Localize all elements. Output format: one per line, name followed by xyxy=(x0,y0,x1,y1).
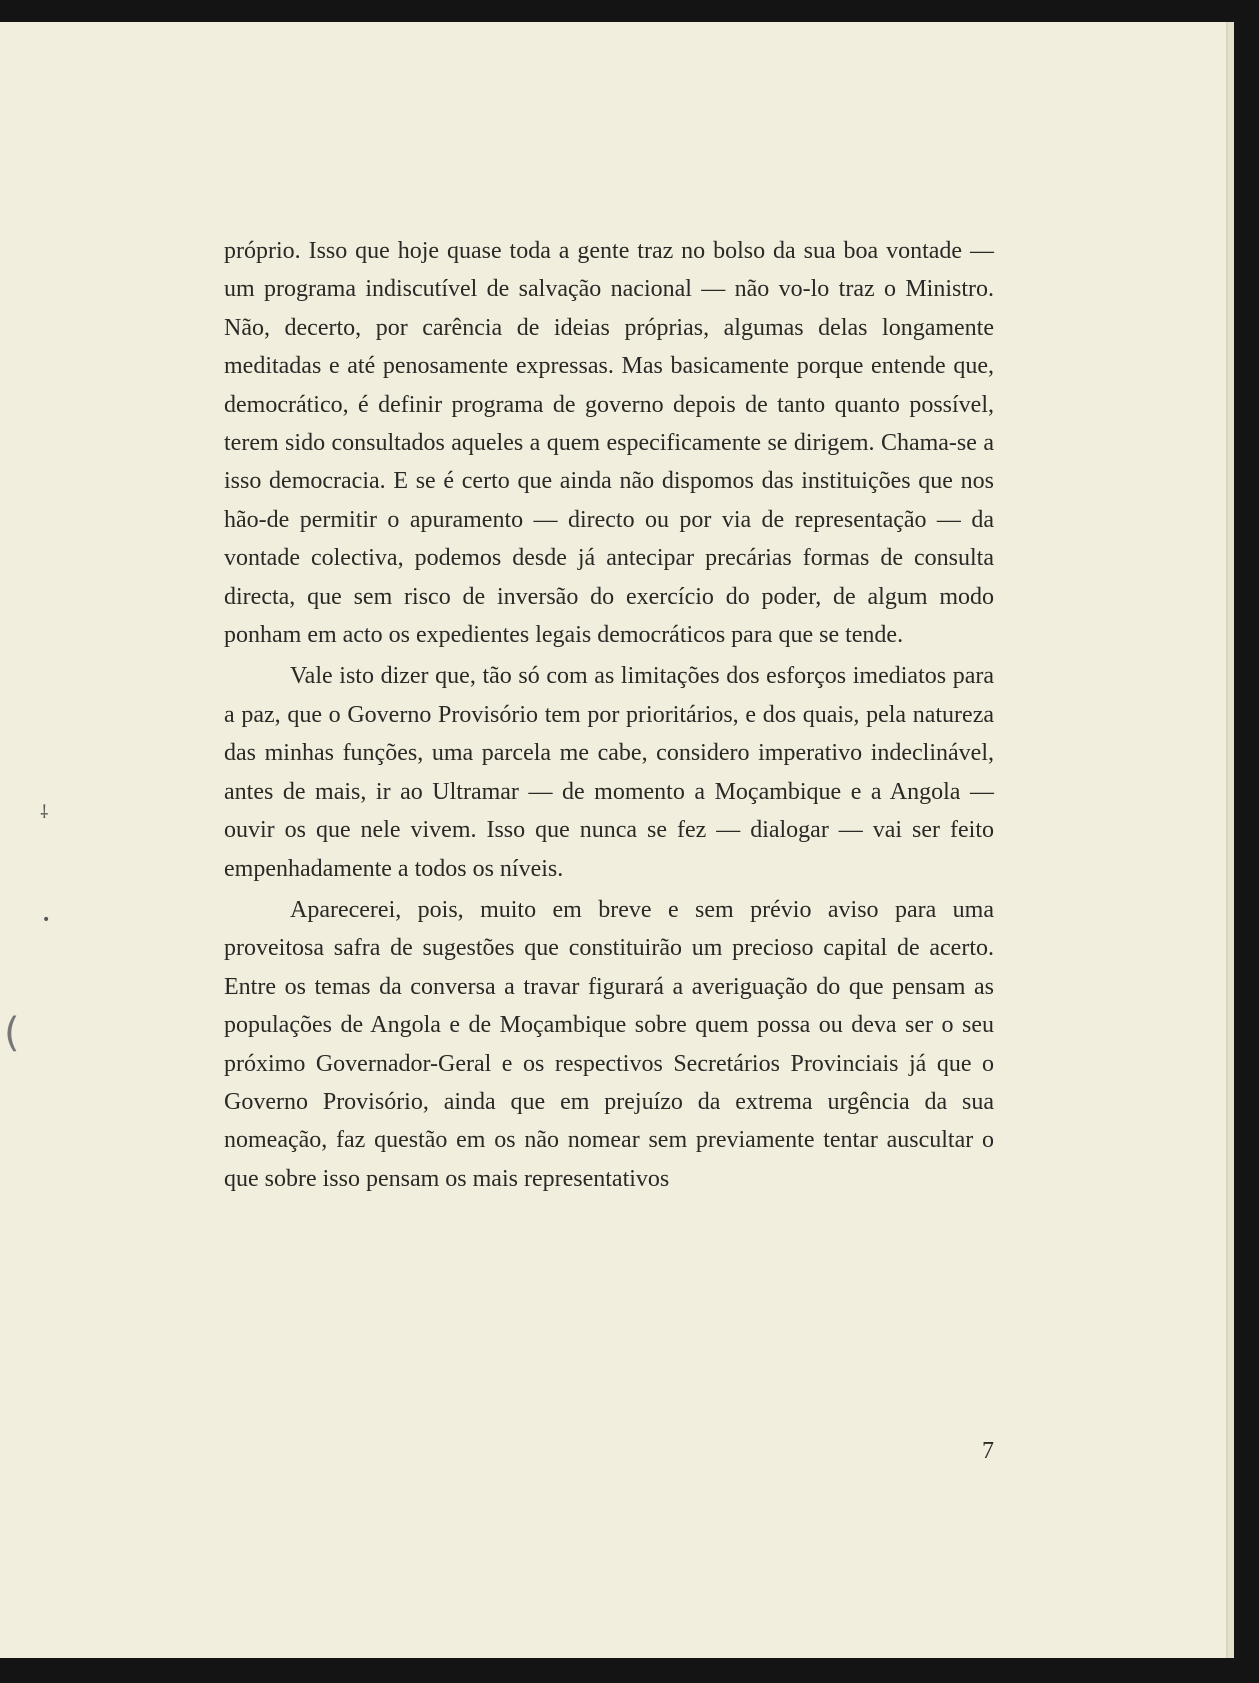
margin-bracket: ( xyxy=(4,1010,20,1056)
paragraph: Aparecerei, pois, muito em breve e sem prévio aviso para uma proveitosa safra de sugestões que constituirão um precioso capital de acerto. Entre os temas da conversa a travar figurará a averiguação do que pensam as populações de Angola e de Moçambique sobre quem possa ou deva ser o seu próximo Governador-Geral e os respectivos Secretários Provinciais já que o Governo Provisório, ainda que em prejuízo da extrema urgência da sua nomeação, faz questão em os não nomear sem previamente tentar auscultar o que sobre isso pensam os mais representativos xyxy=(224,896,994,1192)
margin-mark: ⸸ xyxy=(40,802,49,823)
margin-mark: • xyxy=(42,912,51,928)
page-number: 7 xyxy=(982,1438,994,1464)
paragraph: próprio. Isso que hoje quase toda a gente traz no bolso da sua boa vontade — um programa indiscutível de salvação nacional — não vo-lo traz o Ministro. Não, decerto, por carência de ideias próprias, algumas delas longamente meditadas e até penosamente expressas. Mas basicamente porque entende que, democrático, é definir programa de governo depois de tanto quanto possível, terem sido consultados aqueles a quem especificamente se dirigem. Chama-se a isso democracia. E se é certo que ainda não dispomos das instituições que nos hão-de permitir o apuramento — directo ou por via de representação — da vontade colectiva, podemos desde já antecipar precárias formas de consulta directa, que sem risco de inversão do exercício do poder, de algum modo ponham em acto os expedientes legais democráticos para que se tende. xyxy=(224,238,994,649)
page-edge xyxy=(1228,22,1234,1658)
body-text xyxy=(224,232,994,1198)
paragraph: Vale isto dizer que, tão só com as limitações dos esforços imediatos para a paz, que o Governo Provisório tem por prioritários, e dos quais, pela natureza das minhas funções, uma parcela me cabe, considero imperativo indeclinável, antes de mais, ir ao Ultramar — de momento a Moçambique e a Angola — ouvir os que nele vivem. Isso que nunca se fez — dialogar — vai ser feito empenhadamente a todos os níveis. xyxy=(224,663,994,882)
